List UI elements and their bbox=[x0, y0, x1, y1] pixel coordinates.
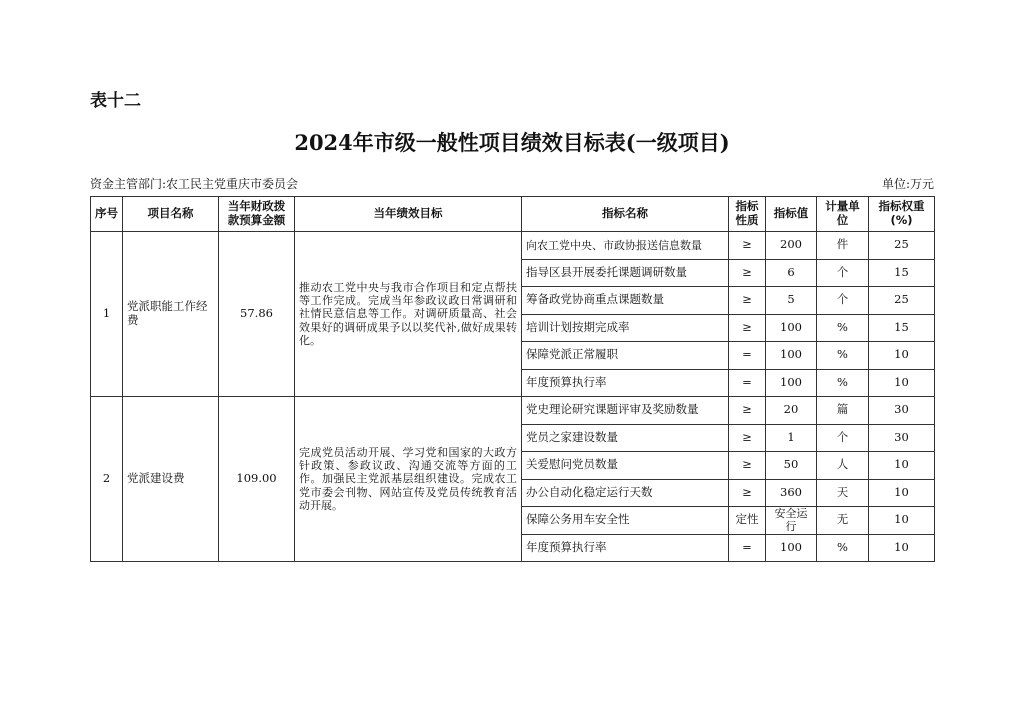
indicator-name: 保障党派正常履职 bbox=[522, 342, 729, 370]
table-row bbox=[91, 232, 935, 260]
indicator-value: 100 bbox=[766, 369, 817, 397]
header-row bbox=[91, 197, 935, 232]
header-seq: 序号 bbox=[91, 197, 123, 232]
header-goal: 当年绩效目标 bbox=[295, 197, 522, 232]
indicator-weight: 30 bbox=[869, 397, 935, 425]
indicator-weight: 10 bbox=[869, 479, 935, 507]
table-label: 表十二 bbox=[90, 91, 141, 111]
indicator-unit: 个 bbox=[817, 287, 869, 315]
indicator-name: 党员之家建设数量 bbox=[522, 424, 729, 452]
indicator-nature: ≥ bbox=[729, 259, 766, 287]
indicator-unit: % bbox=[817, 342, 869, 370]
indicator-nature: ≥ bbox=[729, 232, 766, 260]
indicator-nature: ≥ bbox=[729, 479, 766, 507]
indicator-unit: 篇 bbox=[817, 397, 869, 425]
indicator-name: 筹备政党协商重点课题数量 bbox=[522, 287, 729, 315]
indicator-unit: 人 bbox=[817, 452, 869, 480]
indicator-weight: 25 bbox=[869, 232, 935, 260]
indicator-unit: 件 bbox=[817, 232, 869, 260]
indicator-name: 办公自动化稳定运行天数 bbox=[522, 479, 729, 507]
indicator-unit: 个 bbox=[817, 424, 869, 452]
header-project: 项目名称 bbox=[123, 197, 219, 232]
indicator-value: 20 bbox=[766, 397, 817, 425]
indicator-value: 100 bbox=[766, 342, 817, 370]
header-weight: 指标权重(%) bbox=[869, 197, 935, 232]
indicator-weight: 10 bbox=[869, 369, 935, 397]
indicator-weight: 10 bbox=[869, 452, 935, 480]
indicator-name: 年度预算执行率 bbox=[522, 534, 729, 562]
header-value: 指标值 bbox=[766, 197, 817, 232]
project-seq: 2 bbox=[91, 397, 123, 562]
project-seq: 1 bbox=[91, 232, 123, 397]
project-budget: 109.00 bbox=[219, 397, 295, 562]
indicator-unit: 天 bbox=[817, 479, 869, 507]
indicator-name: 党史理论研究课题评审及奖励数量 bbox=[522, 397, 729, 425]
indicator-weight: 10 bbox=[869, 342, 935, 370]
header-indicator: 指标名称 bbox=[522, 197, 729, 232]
indicator-weight: 10 bbox=[869, 507, 935, 535]
indicator-nature: 定性 bbox=[729, 507, 766, 535]
indicator-nature: ≥ bbox=[729, 397, 766, 425]
performance-table bbox=[90, 196, 935, 562]
indicator-value: 安全运行 bbox=[766, 507, 817, 535]
project-budget: 57.86 bbox=[219, 232, 295, 397]
project-name: 党派职能工作经费 bbox=[123, 232, 219, 397]
indicator-name: 保障公务用车安全性 bbox=[522, 507, 729, 535]
indicator-value: 6 bbox=[766, 259, 817, 287]
table-row bbox=[91, 397, 935, 425]
project-name: 党派建设费 bbox=[123, 397, 219, 562]
indicator-nature: ≥ bbox=[729, 452, 766, 480]
indicator-value: 5 bbox=[766, 287, 817, 315]
indicator-unit: 个 bbox=[817, 259, 869, 287]
page-title: 2024年市级一般性项目绩效目标表(一级项目) bbox=[294, 130, 730, 155]
indicator-weight: 10 bbox=[869, 534, 935, 562]
indicator-name: 关爱慰问党员数量 bbox=[522, 452, 729, 480]
indicator-value: 100 bbox=[766, 534, 817, 562]
indicator-name: 培训计划按期完成率 bbox=[522, 314, 729, 342]
indicator-nature: = bbox=[729, 534, 766, 562]
department-label: 资金主管部门:农工民主党重庆市委员会 bbox=[90, 177, 299, 191]
indicator-nature: ≥ bbox=[729, 424, 766, 452]
indicator-nature: ≥ bbox=[729, 287, 766, 315]
indicator-weight: 30 bbox=[869, 424, 935, 452]
indicator-value: 50 bbox=[766, 452, 817, 480]
indicator-nature: = bbox=[729, 369, 766, 397]
header-budget: 当年财政拨款预算金额 bbox=[219, 197, 295, 232]
unit-label: 单位:万元 bbox=[881, 177, 934, 191]
indicator-nature: = bbox=[729, 342, 766, 370]
indicator-weight: 15 bbox=[869, 259, 935, 287]
indicator-name: 向农工党中央、市政协报送信息数量 bbox=[522, 232, 729, 260]
indicator-value: 1 bbox=[766, 424, 817, 452]
indicator-value: 100 bbox=[766, 314, 817, 342]
indicator-name: 指导区县开展委托课题调研数量 bbox=[522, 259, 729, 287]
indicator-unit: 无 bbox=[817, 507, 869, 535]
indicator-name: 年度预算执行率 bbox=[522, 369, 729, 397]
indicator-value: 200 bbox=[766, 232, 817, 260]
indicator-unit: % bbox=[817, 534, 869, 562]
indicator-nature: ≥ bbox=[729, 314, 766, 342]
project-goal: 完成党员活动开展、学习党和国家的大政方针政策、参政议政、沟通交流等方面的工作。加强民主党派基层组织建设。完成农工党市委会刊物、网站宣传及党员传统教育活动开展。 bbox=[295, 397, 522, 562]
project-goal: 推动农工党中央与我市合作项目和定点帮扶等工作完成。完成当年参政议政日常调研和社情民意信息等工作。对调研质量高、社会效果好的调研成果予以以奖代补,做好成果转化。 bbox=[295, 232, 522, 397]
indicator-weight: 25 bbox=[869, 287, 935, 315]
header-unit: 计量单位 bbox=[817, 197, 869, 232]
indicator-weight: 15 bbox=[869, 314, 935, 342]
indicator-value: 360 bbox=[766, 479, 817, 507]
indicator-unit: % bbox=[817, 314, 869, 342]
header-nature: 指标性质 bbox=[729, 197, 766, 232]
indicator-unit: % bbox=[817, 369, 869, 397]
